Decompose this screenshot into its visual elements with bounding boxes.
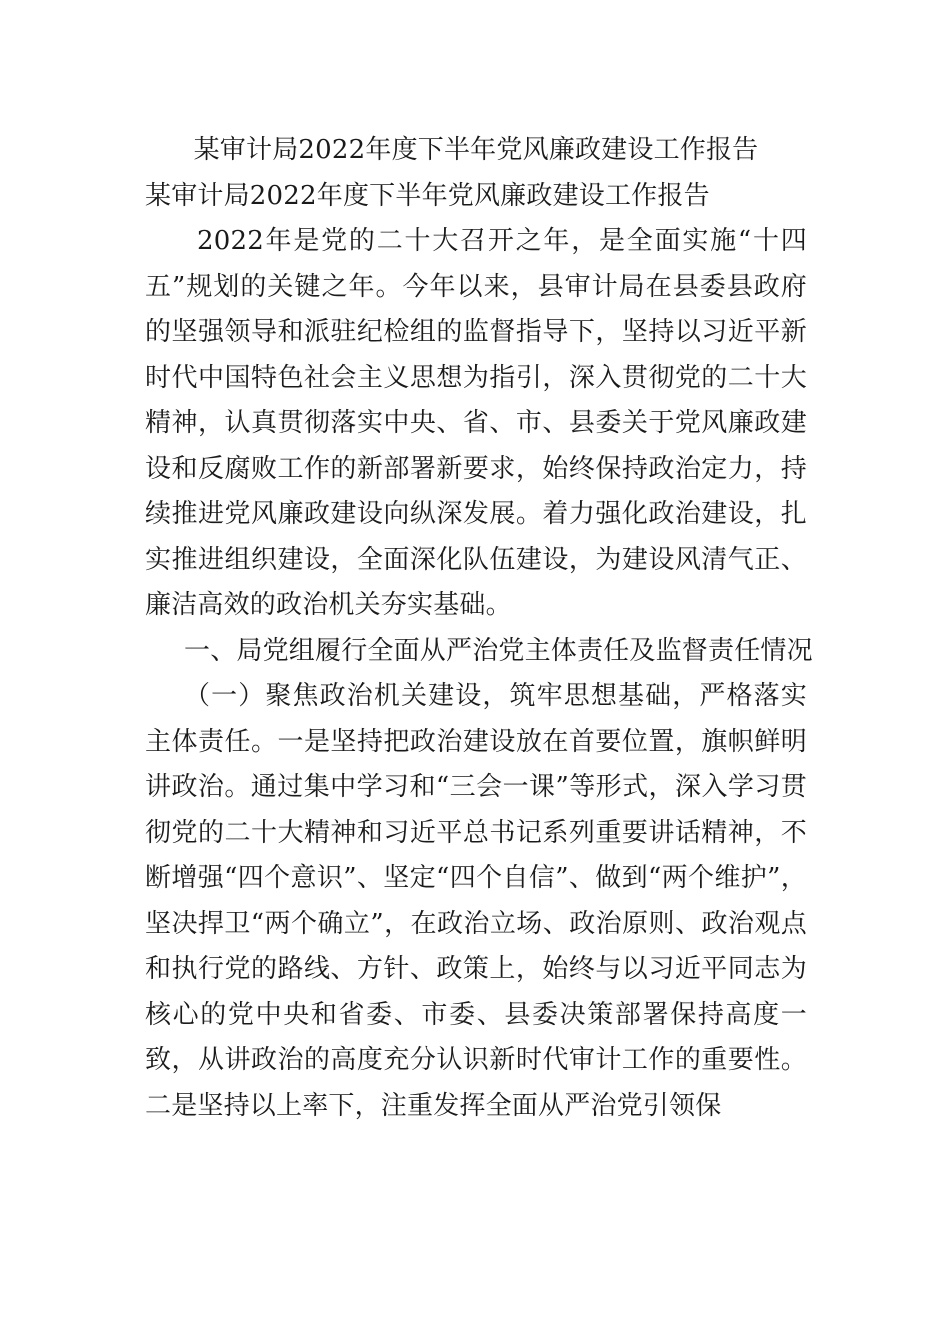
section-heading: 一、局党组履行全面从严治党主体责任及监督责任情况 [184, 635, 813, 666]
intro-paragraph: 2022年是党的二十大召开之年，是全面实施“十四五”规划的关键之年。今年以来，县审计局在县委县政府的坚强领导和派驻纪检组的监督指导下，坚持以习近平新时代中国特色社会主义思想为指引，深入贯彻党的二十大精神，认真贯彻落实中央、省、市、县委关于党风廉政建设和反腐败工作的新部署新要求，始终保持政治定力，持续推进党风廉政建设向纵深发展。着力强化政治建设，扎实推进组织建设，全面深化队伍建设，为建设风清气正、廉洁高效的政治机关夯实基础。 [145, 226, 807, 620]
document-title: 某审计局2022年度下半年党风廉政建设工作报告 [193, 135, 759, 165]
document-page [145, 128, 813, 1129]
document-subtitle: 某审计局2022年度下半年党风廉政建设工作报告 [145, 180, 710, 211]
section-paragraph: （一）聚焦政治机关建设，筑牢思想基础，严格落实主体责任。一是坚持把政治建设放在首要位置，旗帜鲜明讲政治。通过集中学习和“三会一课”等形式，深入学习贯彻党的二十大精神和习近平总书记系列重要讲话精神，不断增强“四个意识”、坚定“四个自信”、做到“两个维护”，坚决捍卫“两个确立”，在政治立场、政治原则、政治观点和执行党的路线、方针、政策上，始终与以习近平同志为核心的党中央和省委、市委、县委决策部署保持高度一致，从讲政治的高度充分认识新时代审计工作的重要性。二是坚持以上率下，注重发挥全面从严治党引领保 [145, 681, 807, 1121]
